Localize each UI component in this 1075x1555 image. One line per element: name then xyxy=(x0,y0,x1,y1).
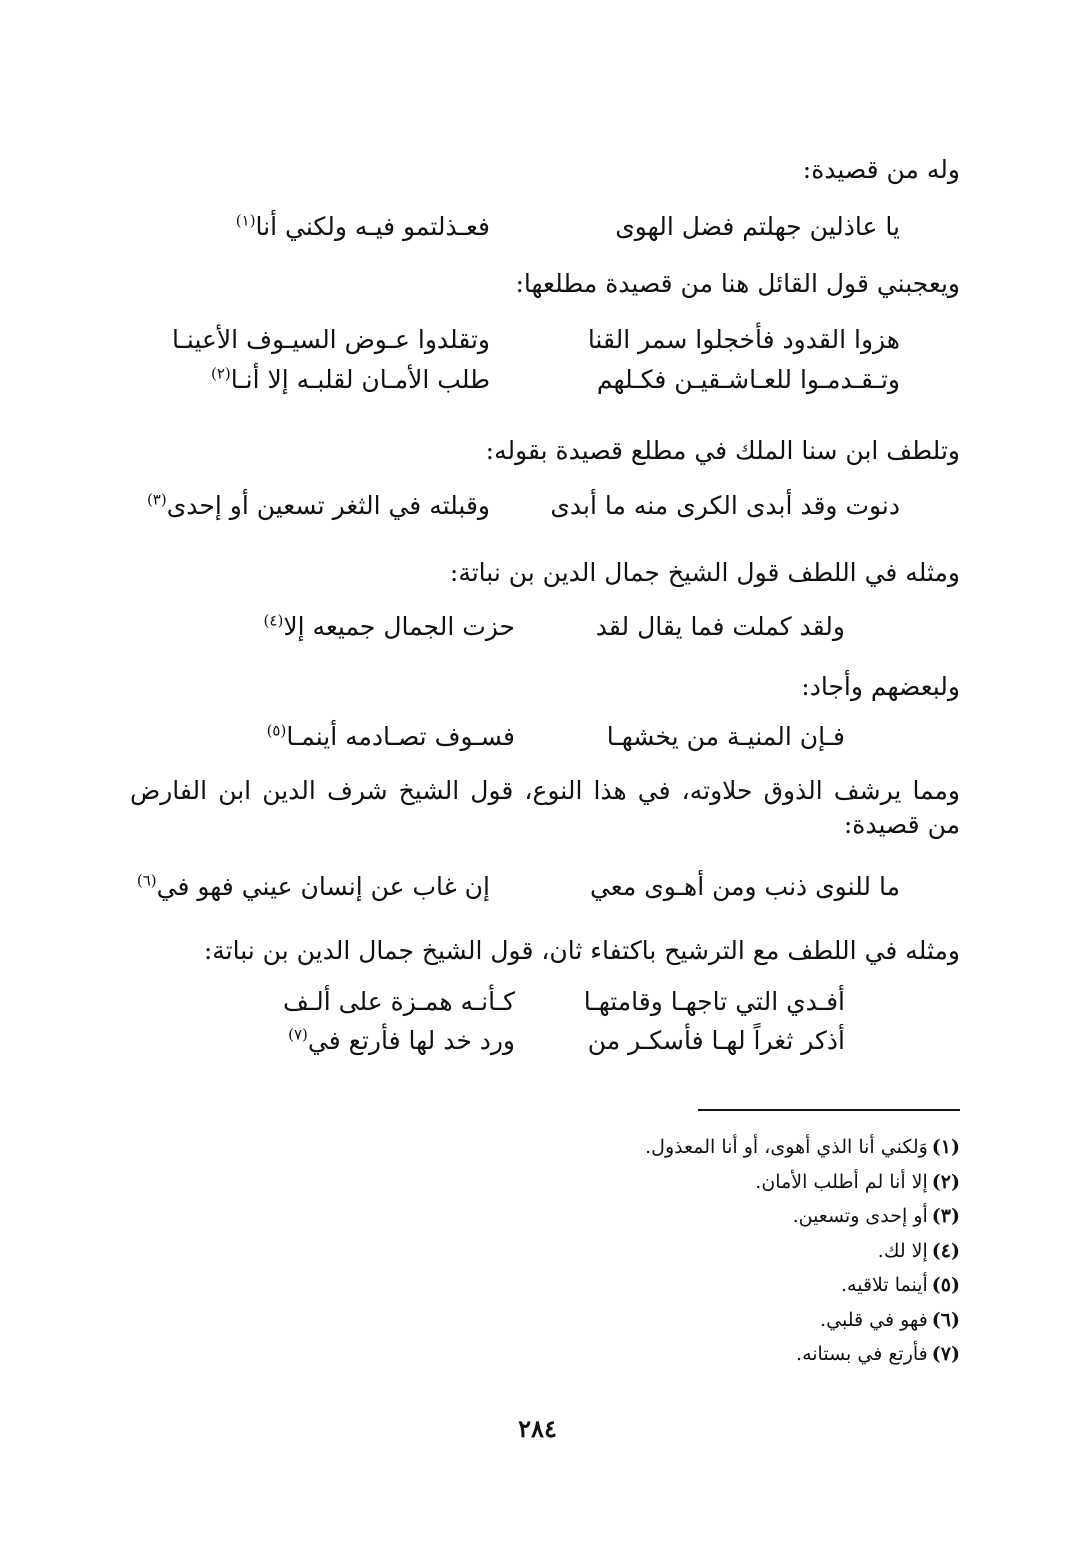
prose-intro-5: ولبعضهم وأجاد: xyxy=(801,672,960,701)
verse-1 xyxy=(140,210,900,244)
prose-intro-2: ويعجبني قول القائل هنا من قصيدة مطلعها: xyxy=(515,269,960,298)
footnotes-list xyxy=(645,1130,960,1372)
verse-6-first-hemistich: ما للنوى ذنب ومن أهـوى معي xyxy=(589,872,900,901)
footnote-marker: (٣) xyxy=(146,490,167,509)
verse-5-second-text: فسـوف تصـادمه أينمـا xyxy=(286,722,515,751)
verse-2b-second-text: طلب الأمـان لقلبـه إلا أنـا xyxy=(230,365,490,394)
footnote-1 xyxy=(645,1130,960,1165)
footnote-6 xyxy=(645,1303,960,1338)
footnote-text: إلا لك. xyxy=(877,1239,928,1262)
verse-2a-first-hemistich: هزوا القدود فأخجلوا سمر القنا xyxy=(587,325,900,354)
footnote-2 xyxy=(645,1165,960,1200)
footnote-text: أينما تلاقيه. xyxy=(841,1274,928,1296)
footnote-number: (٤) xyxy=(931,1239,960,1262)
verse-7a-second-hemistich: كـأنـه همـزة على ألـف xyxy=(282,987,515,1016)
verse-3 xyxy=(140,489,900,523)
footnote-5 xyxy=(645,1268,960,1303)
prose-intro-1: وله من قصيدة: xyxy=(802,155,960,184)
verse-4 xyxy=(145,610,845,644)
prose-intro-4: ومثله في اللطف قول الشيخ جمال الدين بن نباتة: xyxy=(449,558,960,587)
verse-2a xyxy=(140,323,900,357)
verse-2b-first-hemistich: وتـقـدمـوا للعـاشـقيـن فكـلهم xyxy=(596,365,900,394)
verse-1-second-text: فعـذلتمو فيـه ولكني أنا xyxy=(255,212,490,241)
verse-6-second-hemistich xyxy=(137,870,490,904)
prose-intro-7: ومثله في اللطف مع الترشيح باكتفاء ثان، قول الشيخ جمال الدين بن نباتة: xyxy=(203,936,960,965)
verse-3-first-hemistich: دنوت وقد أبدى الكرى منه ما أبدى xyxy=(550,491,900,520)
verse-1-first-hemistich: يا عاذلين جهلتم فضل الهوى xyxy=(615,212,900,241)
verse-7b-first-hemistich: أذكر ثغراً لهـا فأسكـر من xyxy=(587,1026,845,1055)
verse-4-second-text: حزت الجمال جميعه إلا xyxy=(283,612,515,641)
prose-intro-3: وتلطف ابن سنا الملك في مطلع قصيدة بقوله: xyxy=(485,436,960,465)
footnote-marker: (٤) xyxy=(263,611,284,630)
footnote-number: (٢) xyxy=(931,1170,960,1193)
verse-3-second-text: وقبلته في الثغر تسعين أو إحدى xyxy=(166,491,490,520)
footnote-number: (١) xyxy=(931,1136,960,1158)
verse-2a-second-hemistich: وتقلدوا عـوض السيـوف الأعينـا xyxy=(171,325,490,354)
footnote-text: إلا أنا لم أطلب الأمان. xyxy=(755,1170,928,1193)
verse-7b xyxy=(145,1024,845,1058)
verse-5-first-hemistich: فـإن المنيـة من يخشهـا xyxy=(606,722,845,751)
verse-7a-first-hemistich: أفـدي التي تاجهـا وقامتهـا xyxy=(583,987,845,1016)
footnote-separator xyxy=(698,1109,960,1111)
page-number: ٢٨٤ xyxy=(518,1414,557,1443)
verse-7b-second-text: ورد خد لها فأرتع في xyxy=(307,1026,515,1055)
verse-2b-second-hemistich xyxy=(211,363,490,397)
verse-5-second-hemistich xyxy=(267,720,515,754)
footnote-text: وَلكني أنا الذي أهوى، أو أنا المعذول. xyxy=(645,1136,928,1158)
verse-5 xyxy=(145,720,845,754)
footnote-marker: (٧) xyxy=(288,1025,308,1044)
verse-4-second-hemistich xyxy=(264,610,515,644)
footnote-text: أو إحدى وتسعين. xyxy=(792,1205,928,1227)
verse-7a xyxy=(145,985,845,1019)
verse-7b-second-hemistich xyxy=(288,1024,515,1058)
verse-2b xyxy=(140,363,900,397)
verse-3-second-hemistich xyxy=(147,489,490,523)
footnote-text: فهو في قلبي. xyxy=(820,1308,928,1331)
footnote-3 xyxy=(645,1199,960,1234)
verse-1-second-hemistich xyxy=(236,210,490,244)
verse-6-second-text: إن غاب عن إنسان عيني فهو في xyxy=(156,872,490,901)
footnote-number: (٥) xyxy=(931,1274,960,1296)
footnote-4 xyxy=(645,1234,960,1269)
footnote-marker: (١) xyxy=(235,211,256,230)
footnote-marker: (٦) xyxy=(136,871,157,890)
footnote-number: (٦) xyxy=(931,1308,960,1331)
verse-6 xyxy=(136,870,900,904)
verse-4-first-hemistich: ولقد كملت فما يقال لقد xyxy=(595,612,845,641)
footnote-marker: (٢) xyxy=(210,364,231,383)
footnote-7 xyxy=(645,1337,960,1372)
footnote-number: (٣) xyxy=(931,1205,960,1227)
footnote-marker: (٥) xyxy=(266,721,287,740)
footnote-number: (٧) xyxy=(931,1343,960,1365)
prose-intro-6: ومما يرشف الذوق حلاوته، في هذا النوع، قول الشيخ شرف الدين ابن الفارض من قصيدة: xyxy=(130,776,960,839)
footnote-text: فأرتع في بستانه. xyxy=(796,1343,928,1365)
